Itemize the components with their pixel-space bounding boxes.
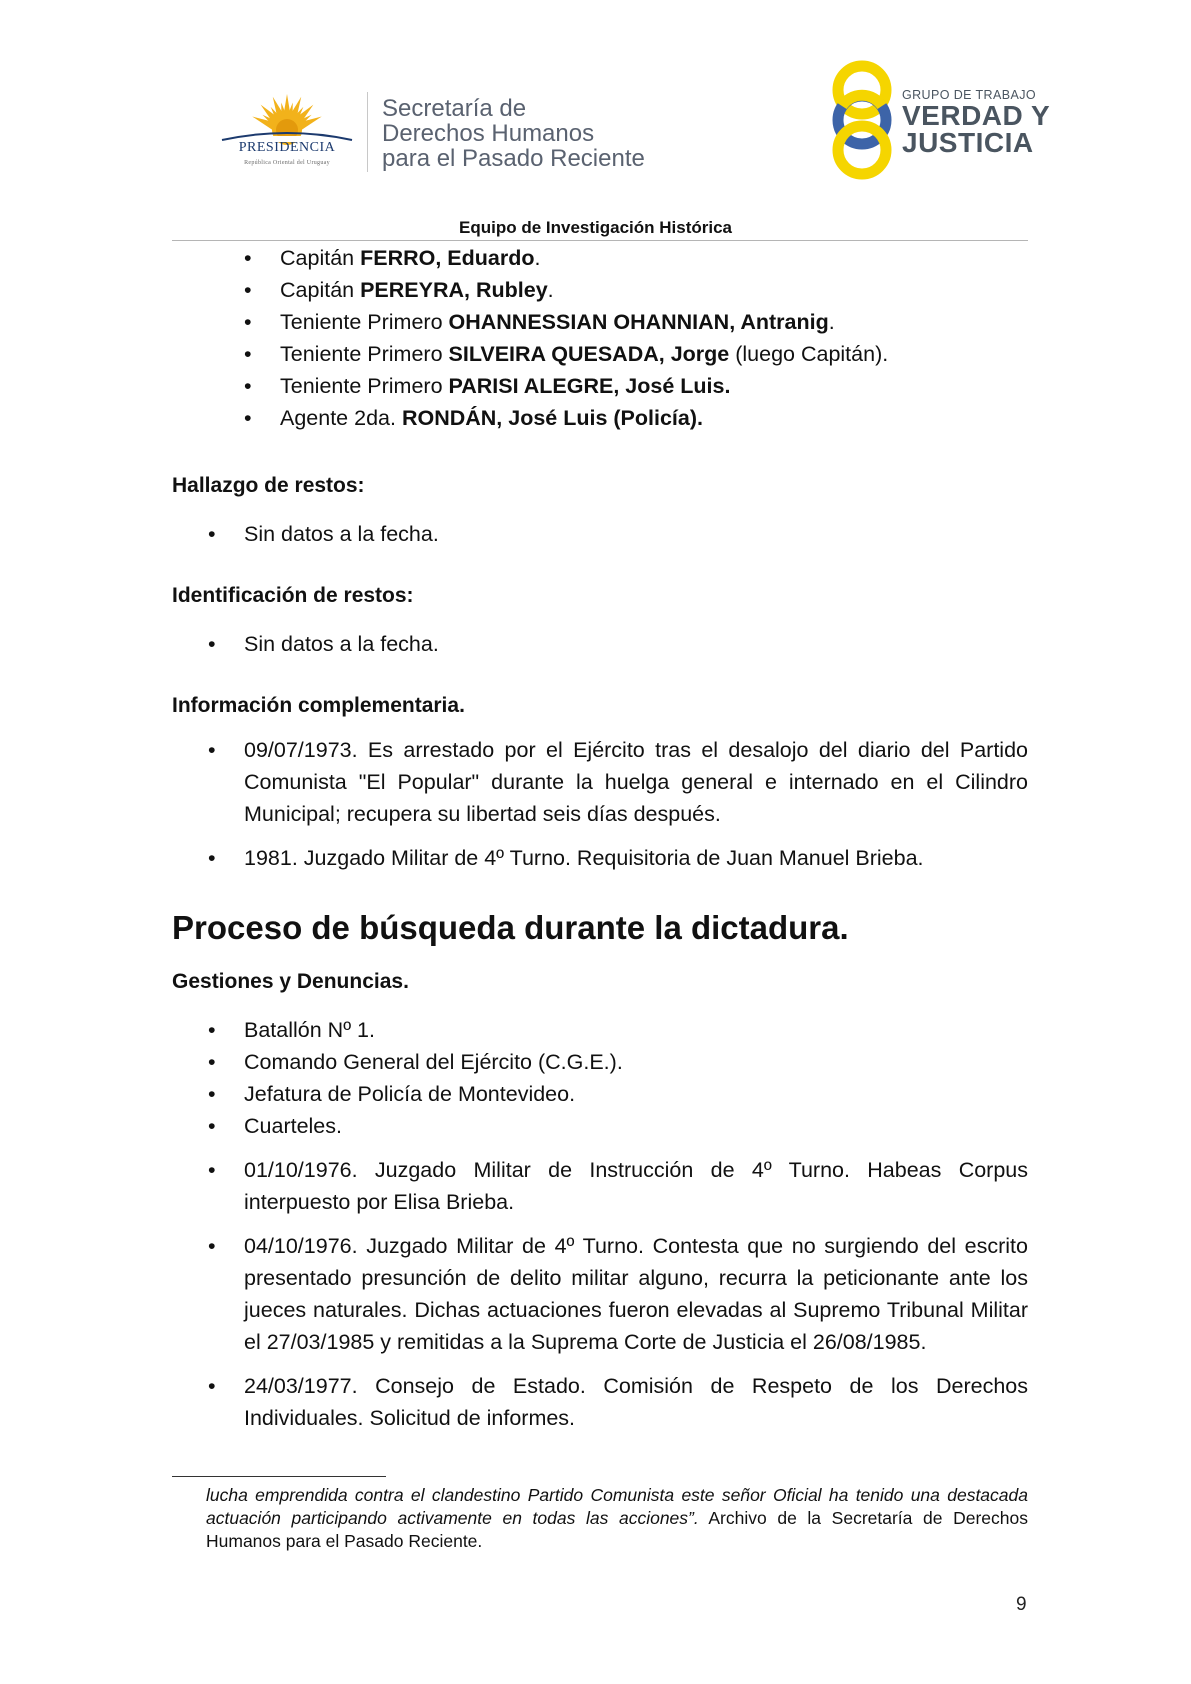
gestiones-long-list — [208, 1154, 1028, 1434]
secretaria-wordmark — [382, 96, 645, 171]
secretaria-line-2: Derechos Humanos — [382, 120, 595, 147]
person-name: SILVEIRA QUESADA, Jorge — [448, 342, 730, 366]
secretaria-line-1: Secretaría de — [382, 95, 527, 122]
hallazgo-heading: Hallazgo de restos: — [172, 474, 365, 497]
person-name: PEREYRA, Rubley — [360, 278, 548, 302]
list-item — [244, 306, 1028, 338]
rank-text: Capitán — [280, 246, 361, 270]
footnote — [206, 1484, 1028, 1553]
list-item: • 09/07/1973. Es arrestado por el Ejército tras el desalojo del diario del Partido Comunista "El Popular" durante la huelga general e internado en el Cilindro Municipal; recupera su libertad seis días después. — [208, 734, 1028, 830]
person-name: RONDÁN, José Luis (Policía). — [401, 406, 703, 430]
suffix-text: . — [534, 246, 541, 270]
list-item: • Sin datos a la fecha. — [208, 628, 1028, 660]
gt-line-2: VERDAD Y — [902, 100, 1051, 131]
list-item — [244, 274, 1028, 306]
gestiones-heading: Gestiones y Denuncias. — [172, 970, 409, 993]
list-item: • 01/10/1976. Juzgado Militar de Instrucción de 4º Turno. Habeas Corpus interpuesto por Elisa Brieba. — [208, 1154, 1028, 1218]
proceso-heading: Proceso de búsqueda durante la dictadura. — [172, 909, 849, 946]
military-personnel-list — [244, 242, 1028, 434]
team-title: Equipo de Investigación Histórica — [459, 218, 732, 237]
list-item: • Sin datos a la fecha. — [208, 518, 1028, 550]
logo-divider — [367, 92, 368, 172]
list-item: • Cuarteles. — [208, 1110, 1028, 1142]
presidencia-subtitle: República Oriental del Uruguay — [244, 160, 330, 166]
list-item: • 1981. Juzgado Militar de 4º Turno. Requisitoria de Juan Manuel Brieba. — [208, 842, 1028, 874]
gt-line-3: JUSTICIA — [902, 127, 1034, 158]
informacion-heading: Información complementaria. — [172, 694, 465, 717]
list-item — [244, 242, 1028, 274]
gt-line-1: GRUPO DE TRABAJO — [902, 88, 1036, 102]
rank-text: Teniente Primero — [280, 342, 449, 366]
person-name: OHANNESSIAN OHANNIAN, Antranig — [448, 310, 829, 334]
page-content — [172, 242, 1028, 1434]
list-item — [244, 370, 1028, 402]
header-divider — [172, 240, 1028, 241]
list-item: • Batallón Nº 1. — [208, 1014, 1028, 1046]
person-name: FERRO, Eduardo — [360, 246, 535, 270]
person-name: PARISI ALEGRE, José Luis. — [448, 374, 731, 398]
page-header — [0, 0, 1191, 240]
footnote-quote: lucha emprendida contra el clandestino Partido Comunista este señor Oficial ha tenido una destacada actuación participando activamente en todas las acciones”. — [206, 1485, 1028, 1528]
informacion-list — [208, 734, 1028, 874]
list-item: • 24/03/1977. Consejo de Estado. Comisión de Respeto de los Derechos Individuales. Solicitud de informes. — [208, 1370, 1028, 1434]
rank-text: Capitán — [280, 278, 361, 302]
list-item — [244, 402, 1028, 434]
footnote-rule — [172, 1476, 386, 1477]
secretaria-line-3: para el Pasado Reciente — [382, 145, 645, 172]
rank-text: Teniente Primero — [280, 310, 449, 334]
hallazgo-list — [208, 518, 1028, 550]
list-item: • 04/10/1976. Juzgado Militar de 4º Turno. Contesta que no surgiendo del escrito presentado presunción de delito militar alguno, recurra la peticionante ante los jueces naturales. Dichas actuaciones fueron elevadas al Supremo Tribunal Militar el 27/03/1985 y remitidas a la Suprema Corte de Justicia el 26/08/1985. — [208, 1230, 1028, 1358]
page-number: 9 — [1016, 1594, 1027, 1615]
suffix-text: . — [547, 278, 554, 302]
identificacion-list — [208, 628, 1028, 660]
list-item: • Jefatura de Policía de Montevideo. — [208, 1078, 1028, 1110]
suffix-text: (luego Capitán). — [729, 342, 889, 366]
list-item: • Comando General del Ejército (C.G.E.). — [208, 1046, 1028, 1078]
presidencia-wordmark: PRESIDENCIA — [238, 140, 336, 155]
gestiones-short-list — [208, 1014, 1028, 1142]
suffix-text: . — [828, 310, 835, 334]
rank-text: Teniente Primero — [280, 374, 449, 398]
verdad-justicia-wordmark — [902, 88, 1050, 156]
rank-text: Agente 2da. — [280, 406, 402, 430]
list-item — [244, 338, 1028, 370]
footnote-source: Archivo de la Secretaría de Derechos Humanos para el Pasado Reciente. — [206, 1508, 1028, 1551]
identificacion-heading: Identificación de restos: — [172, 584, 414, 607]
